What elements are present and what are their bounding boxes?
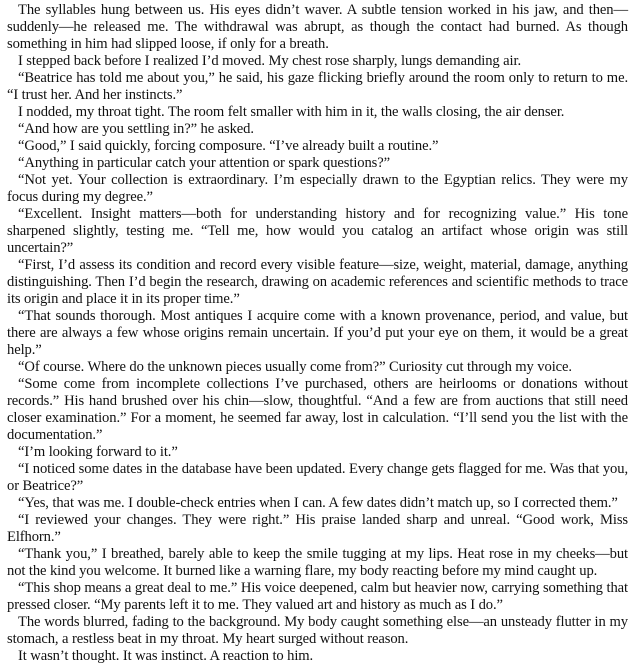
paragraph: “Thank you,” I breathed, barely able to keep the smile tugging at my lips. Heat rose in my cheeks—but not the kind you welcome. It burned like a warning flare, my body reacting before my mind caught up.	[7, 546, 628, 579]
paragraph: “Excellent. Insight matters—both for understanding history and for recognizing value.” His tone sharpened slightly, testing me. “Tell me, how would you catalog an artifact whose origin was still uncertain?”	[7, 206, 628, 256]
paragraph: “Yes, that was me. I double-check entries when I can. A few dates didn’t match up, so I corrected them.”	[18, 495, 618, 511]
paragraph: “And how are you settling in?” he asked.	[18, 121, 254, 137]
paragraph: I nodded, my throat tight. The room felt smaller with him in it, the walls closing, the air denser.	[18, 104, 565, 120]
paragraph: “I noticed some dates in the database have been updated. Every change gets flagged for me. Was that you, or Beatrice?”	[7, 461, 628, 494]
paragraph: The words blurred, fading to the background. My body caught something else—an unsteady flutter in my stomach, a restless beat in my throat. My heart surged without reason.	[7, 614, 628, 647]
paragraph: “Beatrice has told me about you,” he said, his gaze flicking briefly around the room only to return to me. “I trust her. And her instincts.”	[7, 70, 628, 103]
paragraph: “Good,” I said quickly, forcing composure. “I’ve already built a routine.”	[18, 138, 439, 154]
paragraph: “First, I’d assess its condition and record every visible feature—size, weight, material, damage, anything distinguishing. Then I’d begin the research, drawing on academic references and scientific methods to trace its origin and place it in its proper time.”	[7, 257, 628, 307]
paragraph: “I’m looking forward to it.”	[18, 444, 178, 460]
paragraph: “I reviewed your changes. They were right.” His praise landed sharp and unreal. “Good work, Miss Elfhorn.”	[7, 512, 628, 545]
paragraph: “Some come from incomplete collections I’ve purchased, others are heirlooms or donations without records.” His hand brushed over his chin—slow, thoughtful. “And a few are from auctions that still need closer examination.” For a moment, he seemed far away, lost in calculation. “I’ll send you the list with the documentation.”	[7, 376, 628, 443]
paragraph: “Not yet. Your collection is extraordinary. I’m especially drawn to the Egyptian relics. They were my focus during my degree.”	[7, 172, 628, 205]
paragraph: “Of course. Where do the unknown pieces usually come from?” Curiosity cut through my voice.	[18, 359, 572, 375]
paragraph: The syllables hung between us. His eyes didn’t waver. A subtle tension worked in his jaw, and then—suddenly—he released me. The withdrawal was abrupt, as though the contact had burned. As though something in him had slipped loose, if only for a breath.	[7, 2, 628, 52]
paragraph: I stepped back before I realized I’d moved. My chest rose sharply, lungs demanding air.	[18, 53, 521, 69]
paragraph: It wasn’t thought. It was instinct. A reaction to him.	[18, 648, 314, 664]
paragraph: “That sounds thorough. Most antiques I acquire come with a known provenance, period, and value, but there are always a few whose origins remain uncertain. If you’d put your eye on them, it would be a great help.”	[7, 308, 628, 358]
paragraph: “Anything in particular catch your attention or spark questions?”	[18, 155, 391, 171]
paragraph: “This shop means a great deal to me.” His voice deepened, calm but heavier now, carrying something that pressed closer. “My parents left it to me. They valued art and history as much as I do.”	[7, 580, 628, 613]
